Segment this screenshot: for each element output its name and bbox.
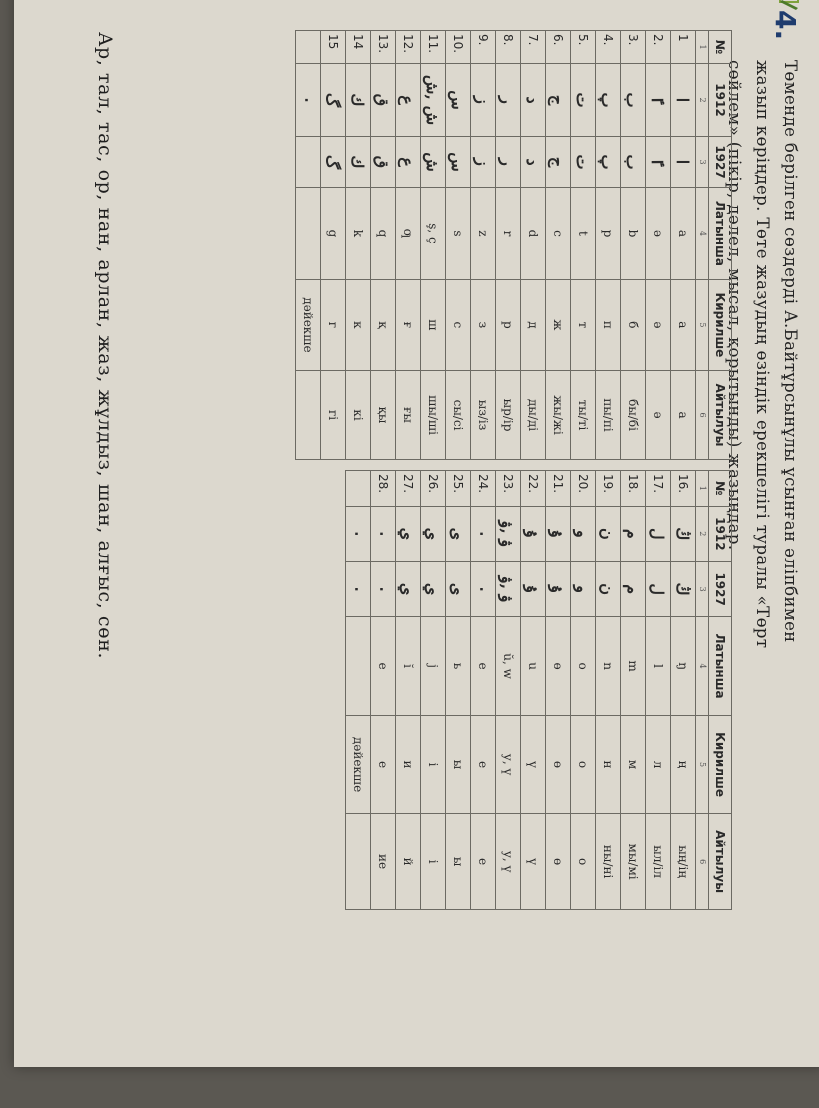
table-row: [546, 471, 571, 910]
letter-cyrillic: и: [396, 715, 421, 813]
letter-latin: e: [371, 617, 396, 716]
letter-pronunciation: ыз/із: [471, 371, 496, 460]
letter-pronunciation: у, ү: [496, 814, 521, 910]
letter-1927: ۇ: [546, 562, 571, 617]
letter-1912: ۇ: [521, 506, 546, 561]
letter-1912: س: [446, 64, 471, 137]
table-row: [321, 31, 346, 460]
row-number: 5.: [571, 31, 596, 64]
row-number: 27.: [396, 471, 421, 507]
letter-1927: و: [571, 562, 596, 617]
letter-pronunciation: і: [421, 814, 446, 910]
letter-pronunciation: ә: [646, 371, 671, 460]
col-header-cyrillic: Кирилше: [709, 279, 732, 370]
table-row: [446, 31, 471, 460]
letter-cyrillic: т: [571, 279, 596, 370]
alphabet-table-left: [295, 30, 732, 460]
table-row: [571, 31, 596, 460]
letter-pronunciation: ү: [521, 814, 546, 910]
row-number: 16.: [671, 471, 696, 507]
table-row: [571, 471, 596, 910]
table-header-row: [709, 31, 732, 460]
row-number: 10.: [446, 31, 471, 64]
table-row: [346, 471, 371, 910]
table-row: [646, 31, 671, 460]
letter-1912: ۋ ,ۋ: [496, 506, 521, 561]
letter-latin: o: [571, 617, 596, 716]
letter-pronunciation: [346, 814, 371, 910]
table-row: [396, 471, 421, 910]
letter-1927: ر: [496, 136, 521, 187]
letter-cyrillic: ғ: [396, 279, 421, 370]
letter-1912: ك: [346, 64, 371, 137]
letter-1927: ٠: [346, 562, 371, 617]
letter-1912: ز: [471, 64, 496, 137]
row-number: 18.: [621, 471, 646, 507]
row-number: 11.: [421, 31, 446, 64]
letter-1912: ل: [646, 506, 671, 561]
table-row: [671, 31, 696, 460]
letter-1912: گ: [321, 64, 346, 137]
pen-icon: [776, 0, 802, 10]
row-number: 8.: [496, 31, 521, 64]
letter-1927: ت: [571, 136, 596, 187]
table-index-row: [696, 31, 709, 460]
col-index: 1: [696, 471, 709, 507]
letter-latin: ş, ç: [421, 188, 446, 280]
table-row: [396, 31, 421, 460]
letter-1912: ٠: [471, 506, 496, 561]
letter-latin: t: [571, 188, 596, 280]
letter-pronunciation: ғы: [396, 371, 421, 460]
table-header-row: [709, 471, 732, 910]
col-header-number: №: [709, 471, 732, 507]
letter-1927: ي: [421, 562, 446, 617]
letter-latin: e: [471, 617, 496, 716]
letter-1927: ۋ ,ۋ: [496, 562, 521, 617]
letter-1912: ٠: [346, 506, 371, 561]
letter-cyrillic: г: [321, 279, 346, 370]
letter-cyrillic: і: [421, 715, 446, 813]
letter-latin: ə: [646, 188, 671, 280]
row-number: 25.: [446, 471, 471, 507]
letter-pronunciation: ыл/іл: [646, 814, 671, 910]
table-row: [621, 31, 646, 460]
letter-1912: ق: [371, 64, 396, 137]
letter-latin: u: [521, 617, 546, 716]
col-header-pronunciation: Айтылуы: [709, 814, 732, 910]
letter-1912: ر: [496, 64, 521, 137]
letter-1927: ب: [621, 136, 646, 187]
letter-latin: q: [371, 188, 396, 280]
row-number: 7.: [521, 31, 546, 64]
letter-latin: ŭ, w: [496, 617, 521, 716]
letter-cyrillic: ж: [546, 279, 571, 370]
letter-pronunciation: й: [396, 814, 421, 910]
letter-1927: س: [446, 136, 471, 187]
letter-latin: ƣ: [396, 188, 421, 280]
letter-1927: ٵ: [646, 136, 671, 187]
letter-cyrillic: ш: [421, 279, 446, 370]
table-row: [471, 471, 496, 910]
letter-1927: پ: [596, 136, 621, 187]
col-index: 5: [696, 715, 709, 813]
table-row: [496, 471, 521, 910]
row-number: 1: [671, 31, 696, 64]
col-header-cyrillic: Кирилше: [709, 715, 732, 813]
table-row: [371, 471, 396, 910]
task-number: 4.: [769, 10, 802, 41]
letter-latin: ь: [446, 617, 471, 716]
letter-pronunciation: ны/ні: [596, 814, 621, 910]
letter-pronunciation: ды/ді: [521, 371, 546, 460]
row-number: [296, 31, 321, 64]
letter-latin: l: [646, 617, 671, 716]
letter-latin: j: [421, 617, 446, 716]
letter-pronunciation: о: [571, 814, 596, 910]
row-number: 21.: [546, 471, 571, 507]
exercise-words: Ар, тал, тас, ор, нан, арлан, жаз, жұлдыз, шан, алғыс, сөн.: [94, 32, 116, 660]
letter-latin: c: [546, 188, 571, 280]
letter-1927: ل: [646, 562, 671, 617]
letter-latin: n: [596, 617, 621, 716]
row-number: 14: [346, 31, 371, 64]
row-number: 20.: [571, 471, 596, 507]
table-row: [421, 471, 446, 910]
letter-latin: ŋ: [671, 617, 696, 716]
table-row: [296, 31, 321, 460]
letter-cyrillic: ө: [546, 715, 571, 813]
letter-latin: d: [521, 188, 546, 280]
letter-cyrillic: д: [521, 279, 546, 370]
row-number: 26.: [421, 471, 446, 507]
letter-pronunciation: ө: [546, 814, 571, 910]
letter-cyrillic: б: [621, 279, 646, 370]
letter-1927: ى: [446, 562, 471, 617]
letter-pronunciation: ың/ің: [671, 814, 696, 910]
letter-latin: [296, 188, 321, 280]
table-row: [471, 31, 496, 460]
table-row: [646, 471, 671, 910]
letter-cyrillic: е: [371, 715, 396, 813]
letter-cyrillic: п: [596, 279, 621, 370]
letter-1927: م: [621, 562, 646, 617]
col-index: 3: [696, 562, 709, 617]
letter-pronunciation: ы: [446, 814, 471, 910]
table-row: [596, 471, 621, 910]
letter-1912: و: [571, 506, 596, 561]
letter-pronunciation: пы/пі: [596, 371, 621, 460]
letter-1927: ج: [546, 136, 571, 187]
letter-latin: [346, 617, 371, 716]
letter-1927: د: [521, 136, 546, 187]
letter-1912: ڭ: [671, 506, 696, 561]
col-header-latin: Латынша: [709, 617, 732, 716]
table-row: [446, 471, 471, 910]
letter-1927: ڭ: [671, 562, 696, 617]
letter-pronunciation: а: [671, 371, 696, 460]
letter-1927: ع: [396, 136, 421, 187]
letter-latin: s: [446, 188, 471, 280]
letter-1912: ش ,ش: [421, 64, 446, 137]
letter-1927: گ: [321, 136, 346, 187]
row-number: 3.: [621, 31, 646, 64]
letter-latin: g: [321, 188, 346, 280]
letter-1912: ن: [596, 506, 621, 561]
letter-cyrillic: е: [471, 715, 496, 813]
letter-pronunciation: мы/мі: [621, 814, 646, 910]
letter-latin: ɵ: [546, 617, 571, 716]
col-header-latin: Латынша: [709, 188, 732, 280]
letter-pronunciation: ие: [371, 814, 396, 910]
table-row: [596, 31, 621, 460]
col-index: 2: [696, 64, 709, 137]
row-number: 15: [321, 31, 346, 64]
row-number: 19.: [596, 471, 621, 507]
letter-1927: [296, 136, 321, 187]
letter-1912: ا: [671, 64, 696, 137]
table-row: [521, 31, 546, 460]
task-instruction: Төменде берілген сөздерді А.Байтұрсынұлы ұсынған әліпбимен жазып көріңдер. Төте жазудың өзіндік ерекшелігі туралы «Төрт сөйлем» (пікір, дәлел, мысал, қорытынды) жазыңдар.: [725, 60, 800, 649]
row-number: 2.: [646, 31, 671, 64]
textbook-page: [14, 0, 819, 1067]
letter-pronunciation: гі: [321, 371, 346, 460]
letter-cyrillic: қ: [371, 279, 396, 370]
letter-cyrillic: дәйекше: [346, 715, 371, 813]
row-number: 17.: [646, 471, 671, 507]
col-header-1927: 1927: [709, 136, 732, 187]
row-number: 6.: [546, 31, 571, 64]
col-header-1912: 1912: [709, 506, 732, 561]
letter-pronunciation: сы/сі: [446, 371, 471, 460]
letter-latin: m: [621, 617, 646, 716]
letter-1912: ج: [546, 64, 571, 137]
letter-pronunciation: ты/ті: [571, 371, 596, 460]
row-number: [346, 471, 371, 507]
row-number: 9.: [471, 31, 496, 64]
letter-1912: ٠: [296, 64, 321, 137]
table-row: [621, 471, 646, 910]
letter-1912: ت: [571, 64, 596, 137]
letter-1927: ن: [596, 562, 621, 617]
row-number: 24.: [471, 471, 496, 507]
row-number: 4.: [596, 31, 621, 64]
col-index: 3: [696, 136, 709, 187]
col-index: 5: [696, 279, 709, 370]
letter-cyrillic: к: [346, 279, 371, 370]
letter-1912: ي: [396, 506, 421, 561]
letter-latin: b: [621, 188, 646, 280]
letter-1927: ي: [396, 562, 421, 617]
letter-1927: ك: [346, 136, 371, 187]
letter-cyrillic: ә: [646, 279, 671, 370]
col-header-1927: 1927: [709, 562, 732, 617]
letter-pronunciation: қы: [371, 371, 396, 460]
letter-pronunciation: шы/ші: [421, 371, 446, 460]
letter-pronunciation: бы/бі: [621, 371, 646, 460]
table-row: [371, 31, 396, 460]
letter-latin: p: [596, 188, 621, 280]
alphabet-table-right: [345, 470, 732, 910]
row-number: 28.: [371, 471, 396, 507]
letter-1927: ٠: [471, 562, 496, 617]
letter-cyrillic: ы: [446, 715, 471, 813]
letter-1912: ي: [421, 506, 446, 561]
letter-cyrillic: н: [596, 715, 621, 813]
table-row: [546, 31, 571, 460]
letter-1912: ٵ: [646, 64, 671, 137]
letter-1912: ى: [446, 506, 471, 561]
letter-pronunciation: кі: [346, 371, 371, 460]
row-number: 13.: [371, 31, 396, 64]
letter-cyrillic: з: [471, 279, 496, 370]
letter-1912: د: [521, 64, 546, 137]
table-row: [421, 31, 446, 460]
letter-1912: ٠: [371, 506, 396, 561]
col-index: 4: [696, 617, 709, 716]
letter-1927: ۇ: [521, 562, 546, 617]
col-index: 1: [696, 31, 709, 64]
letter-1912: ۇ: [546, 506, 571, 561]
letter-cyrillic: л: [646, 715, 671, 813]
col-index: 6: [696, 814, 709, 910]
letter-cyrillic: с: [446, 279, 471, 370]
letter-pronunciation: [296, 371, 321, 460]
letter-1927: ش: [421, 136, 446, 187]
row-number: 22.: [521, 471, 546, 507]
letter-cyrillic: о: [571, 715, 596, 813]
letter-latin: ĭ: [396, 617, 421, 716]
row-number: 12.: [396, 31, 421, 64]
table-row: [521, 471, 546, 910]
letter-pronunciation: жы/жі: [546, 371, 571, 460]
letter-1927: ٠: [371, 562, 396, 617]
col-header-pronunciation: Айтылуы: [709, 371, 732, 460]
letter-1912: ع: [396, 64, 421, 137]
table-row: [671, 471, 696, 910]
letter-1927: ز: [471, 136, 496, 187]
row-number: 23.: [496, 471, 521, 507]
letter-1912: م: [621, 506, 646, 561]
letter-latin: k: [346, 188, 371, 280]
letter-cyrillic: р: [496, 279, 521, 370]
letter-1927: ا: [671, 136, 696, 187]
col-index: 2: [696, 506, 709, 561]
table-row: [346, 31, 371, 460]
letter-1912: ب: [621, 64, 646, 137]
letter-cyrillic: ң: [671, 715, 696, 813]
col-index: 4: [696, 188, 709, 280]
letter-pronunciation: е: [471, 814, 496, 910]
col-header-number: №: [709, 31, 732, 64]
col-index: 6: [696, 371, 709, 460]
letter-latin: z: [471, 188, 496, 280]
letter-cyrillic: м: [621, 715, 646, 813]
col-header-1912: 1912: [709, 64, 732, 137]
letter-latin: r: [496, 188, 521, 280]
table-index-row: [696, 471, 709, 910]
letter-pronunciation: ыр/ір: [496, 371, 521, 460]
table-row: [496, 31, 521, 460]
letter-cyrillic: у, ү: [496, 715, 521, 813]
letter-cyrillic: а: [671, 279, 696, 370]
letter-cyrillic: ү: [521, 715, 546, 813]
letter-latin: a: [671, 188, 696, 280]
letter-1927: ق: [371, 136, 396, 187]
letter-1912: پ: [596, 64, 621, 137]
letter-cyrillic: дәйекше: [296, 279, 321, 370]
